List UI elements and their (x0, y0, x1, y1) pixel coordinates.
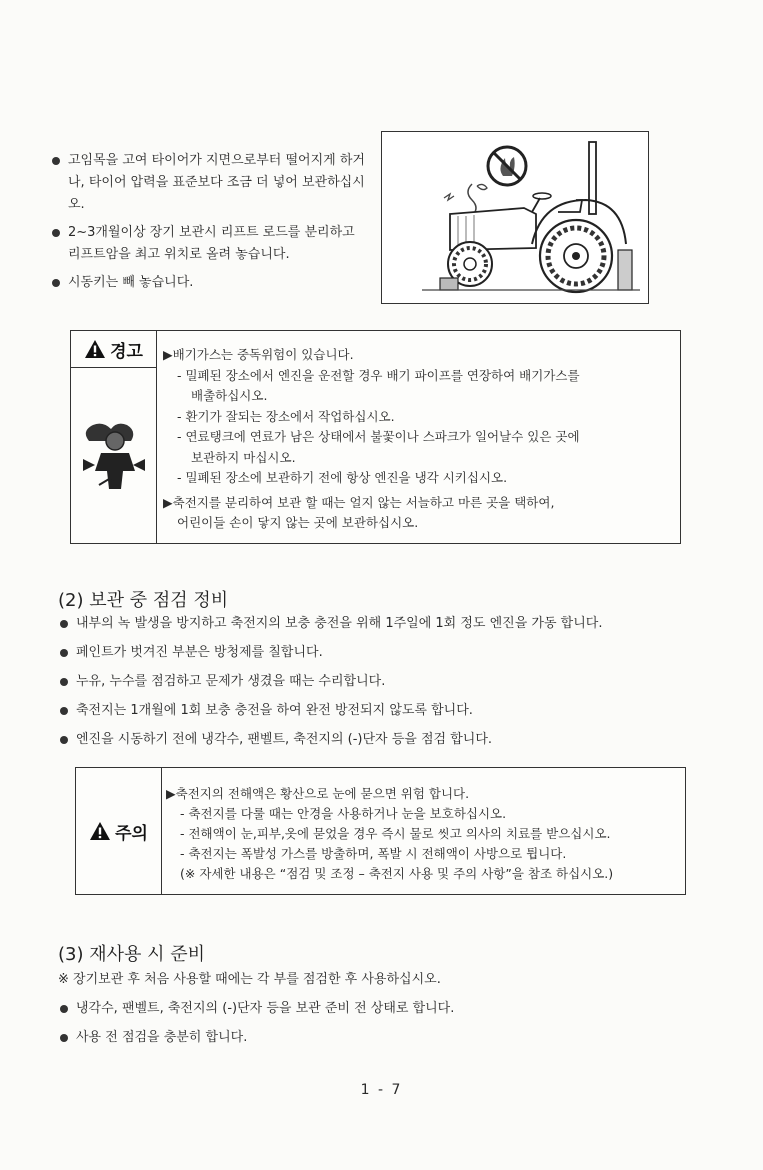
no-fire-icon (488, 147, 526, 185)
caution-line: ▶축전지의 전해액은 황산으로 눈에 묻으면 위험 합니다. (166, 786, 470, 801)
caution-triangle-icon (89, 821, 111, 841)
bullet-icon (52, 279, 60, 287)
bullet-icon (60, 620, 68, 628)
caution-line: - 축전지는 폭발성 가스를 방출하며, 폭발 시 전해액이 사방으로 튑니다. (180, 846, 567, 861)
bullet-icon (52, 157, 60, 165)
section3-list (58, 970, 698, 1057)
list-item: 축전지는 1개월에 1회 보충 충전을 하여 완전 방전되지 않도록 합니다. (58, 701, 698, 730)
warning-line: - 밀폐된 장소에 보관하기 전에 항상 엔진을 냉각 시키십시오. (177, 470, 508, 485)
toxic-gas-hazard-icon (79, 421, 149, 491)
warning-triangle-icon (84, 339, 106, 359)
list-item: 누유, 누수를 점검하고 문제가 생겼을 때는 수리합니다. (58, 672, 698, 701)
tractor-no-fire-illustration (381, 131, 649, 304)
warning-sidebar (71, 331, 157, 543)
bullet-icon (60, 1005, 68, 1013)
list-item: 내부의 녹 발생을 방지하고 축전지의 보충 충전을 위해 1주일에 1회 정도 엔진을 가동 합니다. (58, 614, 698, 643)
caution-line: (※ 자세한 내용은 “점검 및 조정 – 축전지 사용 및 주의 사항”을 참조 하십시오.) (180, 866, 614, 881)
warning-line: 배출하십시오. (191, 388, 268, 403)
bullet-icon (60, 649, 68, 657)
note-text: ※ 장기보관 후 처음 사용할 때에는 각 부를 점검한 후 사용하십시오. (58, 972, 441, 987)
intro-bullet-list (50, 150, 370, 300)
bullet-icon (52, 229, 60, 237)
warning-label: 경고 (110, 341, 143, 362)
list-item: 시동키는 빼 놓습니다. (50, 272, 370, 294)
warning-header (71, 331, 156, 368)
warning-line: ▶축전지를 분리하여 보관 할 때는 얼지 않는 서늘하고 마른 곳을 택하여, (163, 494, 555, 510)
warning-line: - 환기가 잘되는 장소에서 작업하십시오. (177, 408, 395, 424)
list-item: 냉각수, 팬벨트, 축전지의 (-)단자 등을 보관 준비 전 상태로 합니다. (58, 999, 698, 1028)
list-item: 사용 전 점검을 충분히 합니다. (58, 1028, 698, 1057)
bullet-icon (60, 678, 68, 686)
warning-box (70, 330, 681, 544)
caution-line: - 축전지를 다룰 때는 안경을 사용하거나 눈을 보호하십시오. (180, 806, 507, 821)
section2-bullet-list (58, 614, 698, 759)
warning-line: 어린이들 손이 닿지 않는 곳에 보관하십시오. (177, 515, 419, 530)
warning-text (163, 345, 674, 534)
list-item: 페인트가 벗겨진 부분은 방청제를 칠합니다. (58, 643, 698, 672)
list-item: 고임목을 고여 타이어가 지면으로부터 떨어지게 하거나, 타이어 압력을 표준보다 조금 더 넣어 보관하십시오. (50, 150, 370, 216)
warning-line: - 연료탱크에 연료가 남은 상태에서 불꽃이나 스파크가 일어날수 있은 곳에 (177, 429, 580, 444)
page-number: 1 - 7 (360, 1082, 403, 1098)
list-item: 2~3개월이상 장기 보관시 리프트 로드를 분리하고 리프트암을 최고 위치로 올려 놓습니다. (50, 222, 370, 266)
list-item: 엔진을 시동하기 전에 냉각수, 팬벨트, 축전지의 (-)단자 등을 점검 합니다. (58, 730, 698, 759)
caution-line: - 전해액이 눈,피부,옷에 묻었을 경우 즉시 물로 씻고 의사의 치료를 받으십시오. (180, 826, 611, 841)
caution-label: 주의 (115, 823, 148, 844)
section-title: (2) 보관 중 점검 정비 (58, 590, 229, 611)
caution-text (166, 784, 681, 884)
bullet-icon (60, 736, 68, 744)
caution-box (75, 767, 686, 895)
warning-line: 보관하지 마십시오. (191, 449, 296, 465)
caution-sidebar (76, 768, 162, 894)
bullet-icon (60, 707, 68, 715)
warning-line: - 밀폐된 장소에서 엔진을 운전할 경우 배기 파이프를 연장하여 배기가스를 (177, 367, 580, 383)
warning-line: ▶배기가스는 중독위험이 있습니다. (163, 347, 354, 362)
section-title: (3) 재사용 시 준비 (58, 944, 205, 965)
bullet-icon (60, 1034, 68, 1042)
